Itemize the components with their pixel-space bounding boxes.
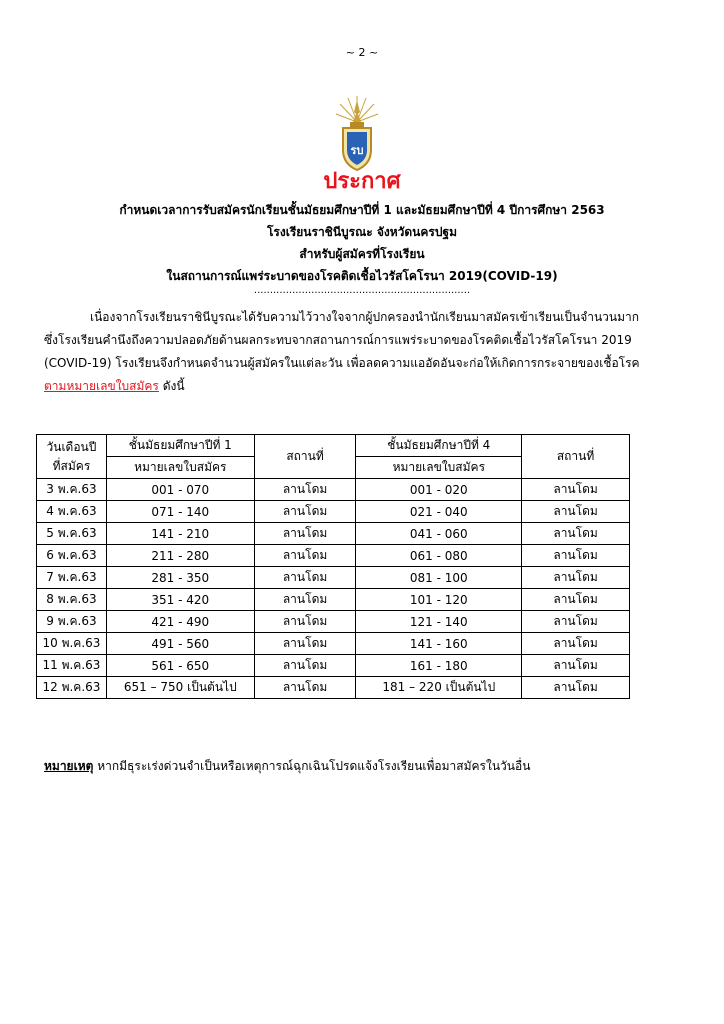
cell-m4-range: 001 - 020 (356, 479, 522, 501)
separator-dots: .................................................................... (253, 285, 471, 296)
header-date-line2: ที่สมัคร (52, 458, 91, 473)
cell-m1-range: 281 - 350 (106, 567, 254, 589)
cell-m1-range: 071 - 140 (106, 501, 254, 523)
table-row (37, 589, 630, 611)
body-paragraph-line: (COVID-19) โรงเรียนจึงกำหนดจำนวนผู้สมัครในแต่ละวัน เพื่อลดความแออัดอันจะก่อให้เกิดการกระจายของเชื้อโรค (44, 356, 640, 370)
header-place2: สถานที่ (522, 435, 630, 479)
header-m1-number: หมายเลขใบสมัคร (106, 457, 254, 479)
cell-place: ลานโดม (254, 611, 356, 633)
cell-m4-range: 181 – 220 เป็นต้นไป (356, 677, 522, 699)
cell-m4-range: 121 - 140 (356, 611, 522, 633)
cell-m1-range: 001 - 070 (106, 479, 254, 501)
table-row (37, 677, 630, 699)
cell-m4-range: 021 - 040 (356, 501, 522, 523)
header-date (37, 435, 107, 479)
subtitle-line: กำหนดเวลาการรับสมัครนักเรียนชั้นมัธยมศึกษาปีที่ 1 และมัธยมศึกษาปีที่ 4 ปีการศึกษา 2563 (119, 203, 605, 217)
table-row (37, 501, 630, 523)
cell-place: ลานโดม (254, 479, 356, 501)
cell-place2: ลานโดม (522, 545, 630, 567)
cell-m4-range: 101 - 120 (356, 589, 522, 611)
subtitle-line: สำหรับผู้สมัครที่โรงเรียน (299, 247, 425, 261)
table-row (37, 655, 630, 677)
body-paragraph-line: ซึ่งโรงเรียนคำนึงถึงความปลอดภัยด้านผลกระทบจากสถานการณ์การแพร่ระบาดของโรคติดเชื้อไวรัสโคโรนา 2019 (44, 333, 632, 347)
cell-m1-range: 651 – 750 เป็นต้นไป (106, 677, 254, 699)
cell-place: ลานโดม (254, 677, 356, 699)
cell-date: 4 พ.ค.63 (37, 501, 107, 523)
cell-place2: ลานโดม (522, 589, 630, 611)
cell-date: 8 พ.ค.63 (37, 589, 107, 611)
subtitle-line: ในสถานการณ์แพร่ระบาดของโรคติดเชื้อไวรัสโคโรนา 2019(COVID-19) (166, 269, 558, 283)
cell-place: ลานโดม (254, 655, 356, 677)
body-paragraph-line: เนื่องจากโรงเรียนราชินีบูรณะได้รับความไว้วางใจจากผู้ปกครองนำนักเรียนมาสมัครเข้าเรียนเป็นจำนวนมาก (90, 310, 640, 324)
cell-date: 6 พ.ค.63 (37, 545, 107, 567)
schedule-table (36, 434, 630, 699)
school-emblem-icon (334, 92, 380, 174)
cell-m1-range: 561 - 650 (106, 655, 254, 677)
cell-place: ลานโดม (254, 523, 356, 545)
remark (44, 757, 530, 776)
table-row (37, 633, 630, 655)
cell-m1-range: 211 - 280 (106, 545, 254, 567)
cell-m4-range: 161 - 180 (356, 655, 522, 677)
cell-place: ลานโดม (254, 545, 356, 567)
remark-label: หมายเหตุ (44, 759, 94, 773)
cell-m4-range: 081 - 100 (356, 567, 522, 589)
table-row (37, 479, 630, 501)
cell-m1-range: 351 - 420 (106, 589, 254, 611)
cell-m4-range: 041 - 060 (356, 523, 522, 545)
cell-place2: ลานโดม (522, 501, 630, 523)
remark-text: หากมีธุระเร่งด่วนจำเป็นหรือเหตุการณ์ฉุกเฉินโปรดแจ้งโรงเรียนเพื่อมาสมัครในวันอื่น (93, 759, 531, 773)
cell-date: 9 พ.ค.63 (37, 611, 107, 633)
cell-place2: ลานโดม (522, 479, 630, 501)
highlight-by-application-number: ตามหมายเลขใบสมัคร (44, 379, 159, 393)
svg-text:รบ: รบ (350, 144, 364, 157)
cell-m1-range: 491 - 560 (106, 633, 254, 655)
cell-date: 11 พ.ค.63 (37, 655, 107, 677)
cell-date: 5 พ.ค.63 (37, 523, 107, 545)
table-row (37, 611, 630, 633)
header-m4: ชั้นมัธยมศึกษาปีที่ 4 (356, 435, 522, 457)
cell-place2: ลานโดม (522, 567, 630, 589)
header-place: สถานที่ (254, 435, 356, 479)
table-row (37, 523, 630, 545)
body-paragraph-line (44, 375, 684, 398)
cell-place2: ลานโดม (522, 611, 630, 633)
cell-m4-range: 061 - 080 (356, 545, 522, 567)
cell-place: ลานโดม (254, 589, 356, 611)
cell-date: 3 พ.ค.63 (37, 479, 107, 501)
cell-place: ลานโดม (254, 633, 356, 655)
cell-m1-range: 421 - 490 (106, 611, 254, 633)
cell-date: 10 พ.ค.63 (37, 633, 107, 655)
table-row (37, 545, 630, 567)
cell-m1-range: 141 - 210 (106, 523, 254, 545)
cell-m4-range: 141 - 160 (356, 633, 522, 655)
cell-place2: ลานโดม (522, 523, 630, 545)
cell-date: 12 พ.ค.63 (37, 677, 107, 699)
cell-date: 7 พ.ค.63 (37, 567, 107, 589)
cell-place2: ลานโดม (522, 633, 630, 655)
page-number: ~ 2 ~ (345, 46, 379, 59)
table-row (37, 567, 630, 589)
body-tail: ดังนี้ (158, 379, 185, 393)
cell-place2: ลานโดม (522, 677, 630, 699)
header-date-line1: วันเดือนปี (46, 439, 97, 454)
subtitle-line: โรงเรียนราชินีบูรณะ จังหวัดนครปฐม (266, 225, 458, 239)
header-m4-number: หมายเลขใบสมัคร (356, 457, 522, 479)
cell-place: ลานโดม (254, 501, 356, 523)
announcement-title: ประกาศ (323, 169, 401, 194)
header-m1: ชั้นมัธยมศึกษาปีที่ 1 (106, 435, 254, 457)
cell-place2: ลานโดม (522, 655, 630, 677)
cell-place: ลานโดม (254, 567, 356, 589)
